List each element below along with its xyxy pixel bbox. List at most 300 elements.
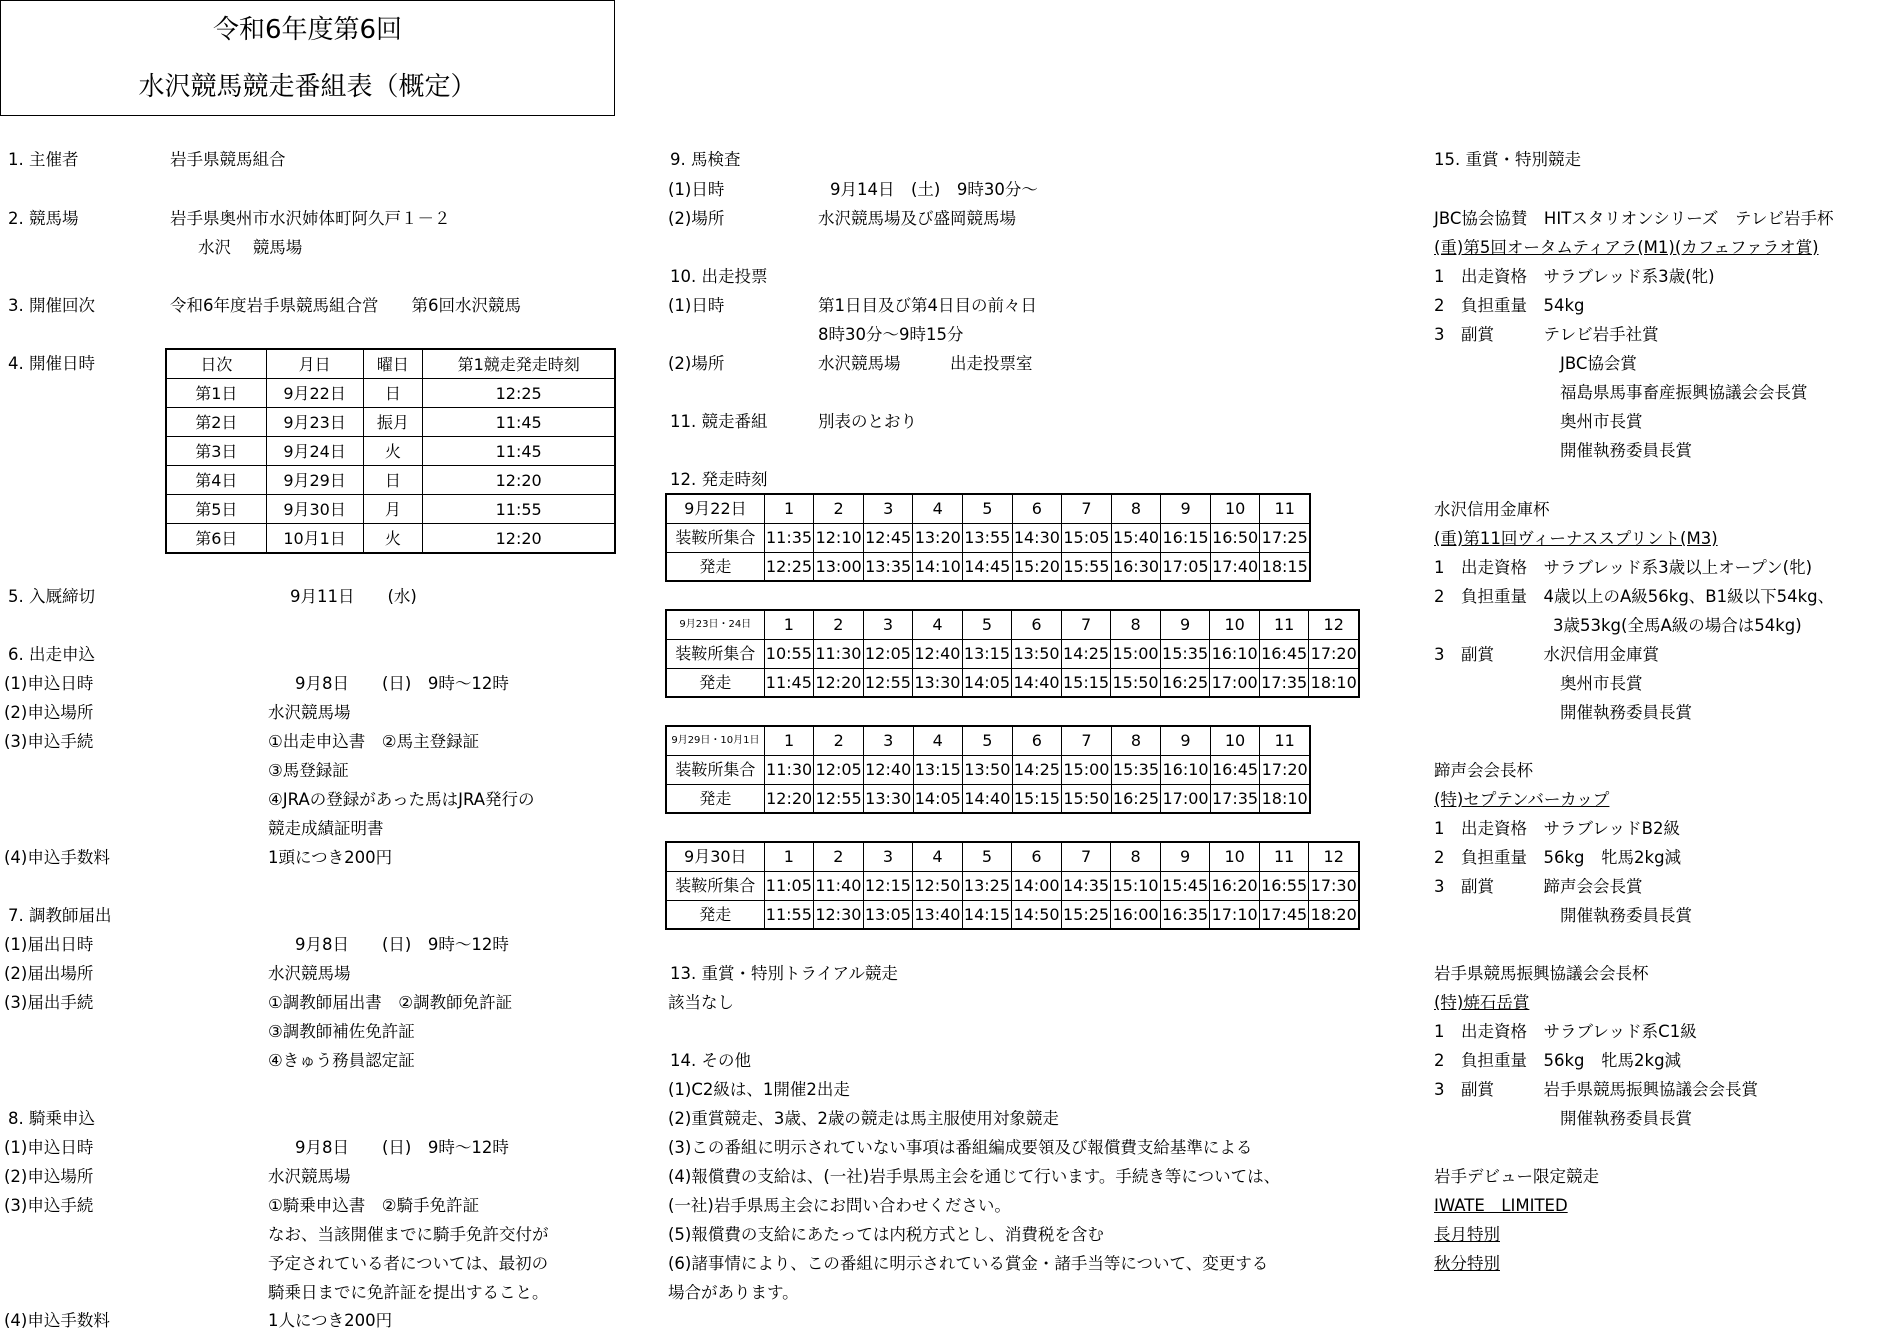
cell: 12 <box>1309 843 1359 872</box>
s8-v3b: なお、当該開催までに騎手免許交付が <box>268 1225 549 1244</box>
s10-label: 10. 出走投票 <box>670 267 768 286</box>
cell: 15:35 <box>1111 755 1161 784</box>
cell: 11:45 <box>423 437 615 466</box>
cell: 11:55 <box>423 495 615 524</box>
cell: 17:40 <box>1210 552 1260 581</box>
cell: 1 <box>764 727 814 756</box>
cell: 17:30 <box>1309 871 1359 900</box>
title-box <box>0 0 615 116</box>
s6-v2: 水沢競馬場 <box>268 703 351 722</box>
cell: 15:40 <box>1111 523 1161 552</box>
cell: 4 <box>913 611 963 640</box>
cell: 6 <box>1012 495 1062 524</box>
cell: 13:50 <box>1012 639 1062 668</box>
cell: 15:05 <box>1062 523 1112 552</box>
cell: 2 <box>814 611 864 640</box>
cell: 12:10 <box>814 523 864 552</box>
cell: 14:00 <box>1012 871 1062 900</box>
s8-v3a: ①騎乗申込書 ②騎手免許証 <box>268 1196 480 1215</box>
s10-v2: 水沢競馬場 出走投票室 <box>818 354 1033 373</box>
cell: 9 <box>1161 495 1211 524</box>
cell: 8 <box>1111 611 1161 640</box>
cell: 15:10 <box>1111 871 1161 900</box>
r3-name: (特)セプテンバーカップ <box>1434 790 1610 809</box>
cell: 10 <box>1210 843 1260 872</box>
s3-value: 令和6年度岩手県競馬組合営 第6回水沢競馬 <box>170 296 521 315</box>
s8-v3c: 予定されている者については、最初の <box>268 1254 549 1273</box>
row-label: 装鞍所集合 <box>667 523 765 552</box>
cell: 9月30日 <box>266 495 363 524</box>
cell: 16:45 <box>1259 639 1309 668</box>
table-row <box>667 784 1310 813</box>
date-cell: 9月30日 <box>667 843 765 872</box>
r3-a: 1 出走資格 サラブレッドB2級 <box>1434 819 1680 838</box>
cell: 18:10 <box>1309 668 1359 697</box>
s7-l1: (1)届出日時 <box>4 935 94 954</box>
start-time-table-1 <box>666 494 1310 581</box>
cell: 12:55 <box>814 784 864 813</box>
cell: 12:25 <box>764 552 814 581</box>
cell: 9月22日 <box>266 379 363 408</box>
s7-v1: 9月8日 (日) 9時～12時 <box>295 935 509 954</box>
s8-l4: (4)申込手数料 <box>4 1311 110 1330</box>
s1-value: 岩手県競馬組合 <box>170 150 286 169</box>
table-row <box>667 495 1310 524</box>
table-row <box>167 408 615 437</box>
cell: 11 <box>1260 727 1310 756</box>
header-cell: 第1競走発走時刻 <box>423 350 615 379</box>
r2-a: 1 出走資格 サラブレッド系3歳以上オープン(牝) <box>1434 558 1813 577</box>
s14-item: (一社)岩手県馬主会にお問い合わせください。 <box>668 1196 1011 1215</box>
r1-c2: JBC協会賞 <box>1560 354 1637 373</box>
table-row <box>167 350 615 379</box>
cell: 6 <box>1012 611 1062 640</box>
cell: 第4日 <box>167 466 267 495</box>
cell: 12:50 <box>913 871 963 900</box>
s8-v3d: 騎乗日までに免許証を提出すること。 <box>268 1283 549 1302</box>
title-line2: 水沢競馬競走番組表（概定） <box>138 72 477 102</box>
cell: 11 <box>1259 843 1309 872</box>
s14-item: (4)報償費の支給は、(一社)岩手県馬主会を通じて行います。手続き等については、 <box>668 1167 1281 1186</box>
cell: 11 <box>1260 495 1310 524</box>
cell: 11:35 <box>764 523 814 552</box>
cell: 12:20 <box>814 668 864 697</box>
table-row <box>667 611 1359 640</box>
r1-c: 3 副賞 テレビ岩手社賞 <box>1434 325 1659 344</box>
cell: 12:40 <box>863 755 913 784</box>
s6-label: 6. 出走申込 <box>8 645 95 664</box>
row-label: 装鞍所集合 <box>667 755 765 784</box>
cell: 16:55 <box>1259 871 1309 900</box>
s15-label: 15. 重賞・特別競走 <box>1434 150 1581 169</box>
cell: 15:45 <box>1160 871 1210 900</box>
cell: 14:25 <box>1012 755 1062 784</box>
cell: 16:20 <box>1210 871 1260 900</box>
start-time-table-3 <box>666 726 1310 813</box>
cell: 14:35 <box>1061 871 1111 900</box>
table-row <box>667 639 1359 668</box>
s9-v1: 9月14日 (土) 9時30分～ <box>830 180 1038 199</box>
cell: 10 <box>1210 727 1260 756</box>
table-row <box>667 871 1359 900</box>
cell: 9 <box>1161 727 1211 756</box>
row-label: 装鞍所集合 <box>667 639 765 668</box>
cell: 15:35 <box>1160 639 1210 668</box>
cell: 2 <box>814 495 864 524</box>
cell: 2 <box>814 843 864 872</box>
cell: 3 <box>863 611 913 640</box>
cell: 15:50 <box>1111 668 1161 697</box>
s8-v1: 9月8日 (日) 9時～12時 <box>295 1138 509 1157</box>
s7-v3a: ①調教師届出書 ②調教師免許証 <box>268 993 513 1012</box>
r1-sponsor: JBC協会協賛 HITスタリオンシリーズ テレビ岩手杯 <box>1434 209 1834 228</box>
cell: 12:40 <box>913 639 963 668</box>
s7-l3: (3)届出手続 <box>4 993 94 1012</box>
cell: 16:15 <box>1161 523 1211 552</box>
cell: 第1日 <box>167 379 267 408</box>
cell: 17:45 <box>1259 900 1309 929</box>
table-row <box>667 552 1310 581</box>
cell: 16:10 <box>1161 755 1211 784</box>
cell: 13:55 <box>963 523 1013 552</box>
s10-v1b: 8時30分～9時15分 <box>818 325 964 344</box>
cell: 16:25 <box>1160 668 1210 697</box>
table-row <box>167 524 615 553</box>
cell: 14:05 <box>913 784 963 813</box>
cell: 11:05 <box>764 871 814 900</box>
cell: 10月1日 <box>266 524 363 553</box>
cell: 14:50 <box>1012 900 1062 929</box>
s14-label: 14. その他 <box>670 1051 751 1070</box>
r2-sponsor: 水沢信用金庫杯 <box>1434 500 1550 519</box>
s6-l4: (4)申込手数料 <box>4 848 110 867</box>
title-line1: 令和6年度第6回 <box>212 15 403 45</box>
date-cell: 9月23日・24日 <box>667 611 765 640</box>
s8-v4: 1人につき200円 <box>268 1311 393 1330</box>
cell: 9月24日 <box>266 437 363 466</box>
r5-a: IWATE LIMITED <box>1434 1196 1568 1215</box>
cell: 12:30 <box>814 900 864 929</box>
table-row <box>667 668 1359 697</box>
s5-label: 5. 入厩締切 <box>8 587 95 606</box>
s9-label: 9. 馬検査 <box>670 150 741 169</box>
cell: 7 <box>1062 727 1112 756</box>
cell: 12:05 <box>814 755 864 784</box>
r5-title: 岩手デビュー限定競走 <box>1434 1167 1599 1186</box>
s14-item: 場合があります。 <box>668 1283 799 1302</box>
row-label: 発走 <box>667 900 765 929</box>
cell: 14:30 <box>1012 523 1062 552</box>
r2-b2: 3歳53kg(全馬A級の場合は54kg) <box>1553 616 1802 635</box>
r2-c2: 奥州市長賞 <box>1560 674 1643 693</box>
cell: 火 <box>363 437 423 466</box>
cell: 火 <box>363 524 423 553</box>
cell: 14:45 <box>963 552 1013 581</box>
s6-v3a: ①出走申込書 ②馬主登録証 <box>268 732 480 751</box>
table-row <box>167 437 615 466</box>
row-label: 発走 <box>667 668 765 697</box>
cell: 12:20 <box>423 466 615 495</box>
start-time-table-4 <box>666 842 1359 929</box>
cell: 9 <box>1160 611 1210 640</box>
r2-name: (重)第11回ヴィーナススプリント(M3) <box>1434 529 1718 548</box>
cell: 3 <box>863 727 913 756</box>
cell: 5 <box>962 611 1012 640</box>
cell: 15:25 <box>1061 900 1111 929</box>
cell: 11 <box>1259 611 1309 640</box>
s10-v1: 第1日目及び第4日目の前々日 <box>818 296 1037 315</box>
cell: 17:25 <box>1260 523 1310 552</box>
cell: 17:00 <box>1161 784 1211 813</box>
header-cell: 曜日 <box>363 350 423 379</box>
s9-v2: 水沢競馬場及び盛岡競馬場 <box>818 209 1016 228</box>
s8-label: 8. 騎乗申込 <box>8 1109 95 1128</box>
cell: 1 <box>764 611 814 640</box>
s9-l1: (1)日時 <box>668 180 725 199</box>
r1-b: 2 負担重量 54kg <box>1434 296 1585 315</box>
s9-l2: (2)場所 <box>668 209 725 228</box>
table-row <box>667 900 1359 929</box>
cell: 月 <box>363 495 423 524</box>
r4-c2: 開催執務委員長賞 <box>1560 1109 1692 1128</box>
table-row <box>667 523 1310 552</box>
cell: 14:05 <box>962 668 1012 697</box>
cell: 第3日 <box>167 437 267 466</box>
cell: 1 <box>764 843 814 872</box>
header-cell: 日次 <box>167 350 267 379</box>
cell: 15:20 <box>1012 552 1062 581</box>
s2-value: 岩手県奥州市水沢姉体町阿久戸１－２ <box>170 209 451 228</box>
s13-value: 該当なし <box>668 993 734 1012</box>
s14-item: (5)報償費の支給にあたっては内税方式とし、消費税を含む <box>668 1225 1104 1244</box>
cell: 7 <box>1062 495 1112 524</box>
cell: 16:10 <box>1210 639 1260 668</box>
cell: 8 <box>1111 727 1161 756</box>
cell: 12:45 <box>863 523 913 552</box>
cell: 15:15 <box>1061 668 1111 697</box>
cell: 11:45 <box>423 408 615 437</box>
cell: 13:25 <box>962 871 1012 900</box>
table-row <box>667 727 1310 756</box>
r3-b: 2 負担重量 56kg 牝馬2kg減 <box>1434 848 1682 867</box>
cell: 15:00 <box>1111 639 1161 668</box>
s6-l3: (3)申込手続 <box>4 732 94 751</box>
cell: 8 <box>1111 843 1161 872</box>
r4-sponsor: 岩手県競馬振興協議会会長杯 <box>1434 964 1649 983</box>
cell: 17:10 <box>1210 900 1260 929</box>
cell: 6 <box>1012 727 1062 756</box>
cell: 16:45 <box>1210 755 1260 784</box>
r1-c4: 奥州市長賞 <box>1560 412 1643 431</box>
row-label: 発走 <box>667 784 765 813</box>
cell: 14:40 <box>1012 668 1062 697</box>
date-cell: 9月22日 <box>667 495 765 524</box>
cell: 13:30 <box>863 784 913 813</box>
s6-v4: 1頭につき200円 <box>268 848 393 867</box>
r1-c3: 福島県馬事畜産振興協議会会長賞 <box>1560 383 1808 402</box>
cell: 4 <box>913 495 963 524</box>
s14-item: (1)C2級は、1開催2出走 <box>668 1080 850 1099</box>
cell: 13:20 <box>913 523 963 552</box>
s14-item: (3)この番組に明示されていない事項は番組編成要領及び報償費支給基準による <box>668 1138 1253 1157</box>
cell: 12 <box>1309 611 1359 640</box>
cell: 17:35 <box>1259 668 1309 697</box>
s14-item: (2)重賞競走、3歳、2歳の競走は馬主服使用対象競走 <box>668 1109 1059 1128</box>
r3-c: 3 副賞 蹄声会会長賞 <box>1434 877 1643 896</box>
r4-c: 3 副賞 岩手県競馬振興協議会会長賞 <box>1434 1080 1758 1099</box>
cell: 15:15 <box>1012 784 1062 813</box>
cell: 第5日 <box>167 495 267 524</box>
cell: 5 <box>963 495 1013 524</box>
s8-l2: (2)申込場所 <box>4 1167 94 1186</box>
cell: 12:15 <box>863 871 913 900</box>
cell: 9月23日 <box>266 408 363 437</box>
cell: 5 <box>962 843 1012 872</box>
s4-label: 4. 開催日時 <box>8 354 95 373</box>
cell: 11:30 <box>764 755 814 784</box>
cell: 16:50 <box>1210 523 1260 552</box>
start-time-table-2 <box>666 610 1359 697</box>
cell: 9 <box>1160 843 1210 872</box>
cell: 15:50 <box>1062 784 1112 813</box>
cell: 10 <box>1210 495 1260 524</box>
r4-a: 1 出走資格 サラブレッド系C1級 <box>1434 1022 1697 1041</box>
cell: 9月29日 <box>266 466 363 495</box>
s7-v2: 水沢競馬場 <box>268 964 351 983</box>
cell: 17:35 <box>1210 784 1260 813</box>
cell: 2 <box>814 727 864 756</box>
cell: 7 <box>1061 843 1111 872</box>
cell: 日 <box>363 466 423 495</box>
r2-b: 2 負担重量 4歳以上のA級56kg、B1級以下54kg、 <box>1434 587 1835 606</box>
s7-l2: (2)届出場所 <box>4 964 94 983</box>
cell: 14:10 <box>913 552 963 581</box>
s2-value2: 水沢 競馬場 <box>198 238 303 257</box>
cell: 第2日 <box>167 408 267 437</box>
cell: 16:25 <box>1111 784 1161 813</box>
s6-v3d: 競走成績証明書 <box>268 819 384 838</box>
s2-label: 2. 競馬場 <box>8 209 79 228</box>
cell: 8 <box>1111 495 1161 524</box>
s8-l3: (3)申込手続 <box>4 1196 94 1215</box>
cell: 12:05 <box>863 639 913 668</box>
s1-label: 1. 主催者 <box>8 150 79 169</box>
cell: 10:55 <box>764 639 814 668</box>
cell: 3 <box>863 495 913 524</box>
cell: 15:55 <box>1062 552 1112 581</box>
cell: 16:35 <box>1160 900 1210 929</box>
r1-c5: 開催執務委員長賞 <box>1560 441 1692 460</box>
cell: 11:30 <box>814 639 864 668</box>
cell: 13:50 <box>963 755 1013 784</box>
cell: 7 <box>1061 611 1111 640</box>
cell: 13:05 <box>863 900 913 929</box>
r3-sponsor: 蹄声会会長杯 <box>1434 761 1533 780</box>
r2-c: 3 副賞 水沢信用金庫賞 <box>1434 645 1659 664</box>
cell: 17:20 <box>1309 639 1359 668</box>
s14-item: (6)諸事情により、この番組に明示されている賞金・諸手当等について、変更する <box>668 1254 1269 1273</box>
s12-label: 12. 発走時刻 <box>670 470 768 489</box>
cell: 16:00 <box>1111 900 1161 929</box>
table-row <box>167 379 615 408</box>
header-cell: 月日 <box>266 350 363 379</box>
cell: 17:05 <box>1161 552 1211 581</box>
cell: 1 <box>764 495 814 524</box>
s11-value: 別表のとおり <box>818 412 917 431</box>
r2-c3: 開催執務委員長賞 <box>1560 703 1692 722</box>
s3-label: 3. 開催回次 <box>8 296 95 315</box>
table-row <box>667 755 1310 784</box>
s7-v3c: ④きゅう務員認定証 <box>268 1051 415 1070</box>
r5-b: 長月特別 <box>1434 1225 1500 1244</box>
cell: 14:40 <box>963 784 1013 813</box>
cell: 13:30 <box>913 668 963 697</box>
cell: 18:10 <box>1260 784 1310 813</box>
s6-v3c: ④JRAの登録があった馬はJRA発行の <box>268 790 535 809</box>
cell: 13:35 <box>863 552 913 581</box>
cell: 14:15 <box>962 900 1012 929</box>
cell: 12:25 <box>423 379 615 408</box>
cell: 12:20 <box>764 784 814 813</box>
cell: 12:20 <box>423 524 615 553</box>
s13-label: 13. 重賞・特別トライアル競走 <box>670 964 898 983</box>
table-row <box>667 843 1359 872</box>
s8-l1: (1)申込日時 <box>4 1138 94 1157</box>
s6-v3b: ③馬登録証 <box>268 761 349 780</box>
s6-l1: (1)申込日時 <box>4 674 94 693</box>
s7-label: 7. 調教師届出 <box>8 906 112 925</box>
s7-v3b: ③調教師補佐免許証 <box>268 1022 415 1041</box>
s8-v2: 水沢競馬場 <box>268 1167 351 1186</box>
cell: 4 <box>913 843 963 872</box>
r3-c2: 開催執務委員長賞 <box>1560 906 1692 925</box>
cell: 10 <box>1210 611 1260 640</box>
row-label: 装鞍所集合 <box>667 871 765 900</box>
r5-c: 秋分特別 <box>1434 1254 1500 1273</box>
cell: 14:25 <box>1061 639 1111 668</box>
cell: 日 <box>363 379 423 408</box>
r1-a: 1 出走資格 サラブレッド系3歳(牝) <box>1434 267 1715 286</box>
cell: 6 <box>1012 843 1062 872</box>
cell: 第6日 <box>167 524 267 553</box>
r4-b: 2 負担重量 56kg 牝馬2kg減 <box>1434 1051 1682 1070</box>
cell: 16:30 <box>1111 552 1161 581</box>
cell: 11:45 <box>764 668 814 697</box>
table-row <box>167 495 615 524</box>
cell: 17:20 <box>1260 755 1310 784</box>
cell: 11:40 <box>814 871 864 900</box>
cell: 3 <box>863 843 913 872</box>
cell: 4 <box>913 727 963 756</box>
cell: 18:15 <box>1260 552 1310 581</box>
cell: 13:00 <box>814 552 864 581</box>
row-label: 発走 <box>667 552 765 581</box>
s11-label: 11. 競走番組 <box>670 412 768 431</box>
cell: 5 <box>963 727 1013 756</box>
cell: 振月 <box>363 408 423 437</box>
cell: 17:00 <box>1210 668 1260 697</box>
date-cell: 9月29日・10月1日 <box>667 727 765 756</box>
s10-l1: (1)日時 <box>668 296 725 315</box>
cell: 12:55 <box>863 668 913 697</box>
cell: 18:20 <box>1309 900 1359 929</box>
s6-l2: (2)申込場所 <box>4 703 94 722</box>
cell: 13:40 <box>913 900 963 929</box>
cell: 15:00 <box>1062 755 1112 784</box>
r1-name: (重)第5回オータムティアラ(M1)(カフェファラオ賞) <box>1434 238 1819 257</box>
cell: 13:15 <box>913 755 963 784</box>
s6-v1: 9月8日 (日) 9時～12時 <box>295 674 509 693</box>
